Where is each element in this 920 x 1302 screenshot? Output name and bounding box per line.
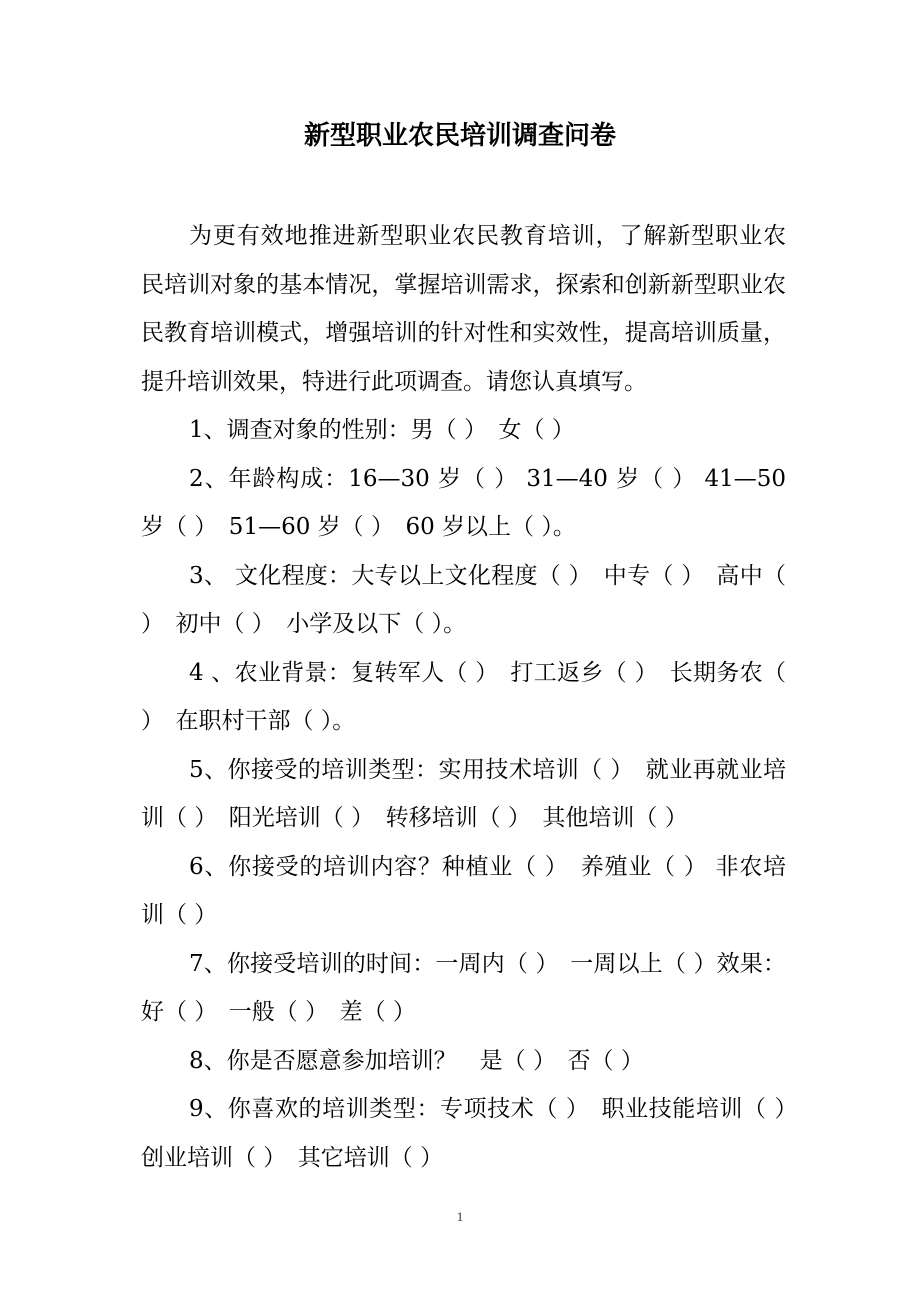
question-3: 3、 文化程度：大专以上文化程度（ ） 中专（ ） 高中（ ） 初中（ ） 小学及以下（ ）。	[141, 562, 786, 637]
page-number: 1	[456, 1209, 464, 1224]
question-4: 4 、农业背景：复转军人（ ） 打工返乡（ ） 长期务农（ ） 在职村干部（ ）。	[141, 659, 786, 734]
document-body	[141, 212, 809, 1182]
question-2: 2、年龄构成：16—30 岁（ ） 31—40 岁（ ） 41—50 岁（ ） 51—60 岁（ ） 60 岁以上（ ）。	[141, 465, 786, 540]
question-7: 7、你接受培训的时间：一周内（ ） 一周以上（ ）效果：好（ ） 一般（ ） 差（ ）	[141, 950, 786, 1025]
question-1: 1、调查对象的性别：男（ ） 女（ ）	[189, 417, 575, 443]
question-9: 9、你喜欢的培训类型：专项技术（ ） 职业技能培训（ ） 创业培训（ ） 其它培训（ ）	[141, 1096, 809, 1171]
question-8: 8、你是否愿意参加培训？ 是（ ） 否（ ）	[189, 1047, 644, 1074]
intro-paragraph: 为更有效地推进新型职业农民教育培训，了解新型职业农民培训对象的基本情况，掌握培训需求，探索和创新新型职业农民教育培训模式，增强培训的针对性和实效性，提高培训质量，提升培训效果，特进行此项调查。请您认真填写。	[141, 223, 786, 395]
question-6: 6、你接受的培训内容？种植业（ ） 养殖业（ ） 非农培训（ ）	[141, 853, 786, 928]
document-title: 新型职业农民培训调查问卷	[303, 121, 616, 151]
question-5: 5、你接受的培训类型：实用技术培训（ ） 就业再就业培训（ ） 阳光培训（ ） 转移培训（ ） 其他培训（ ）	[141, 756, 786, 831]
